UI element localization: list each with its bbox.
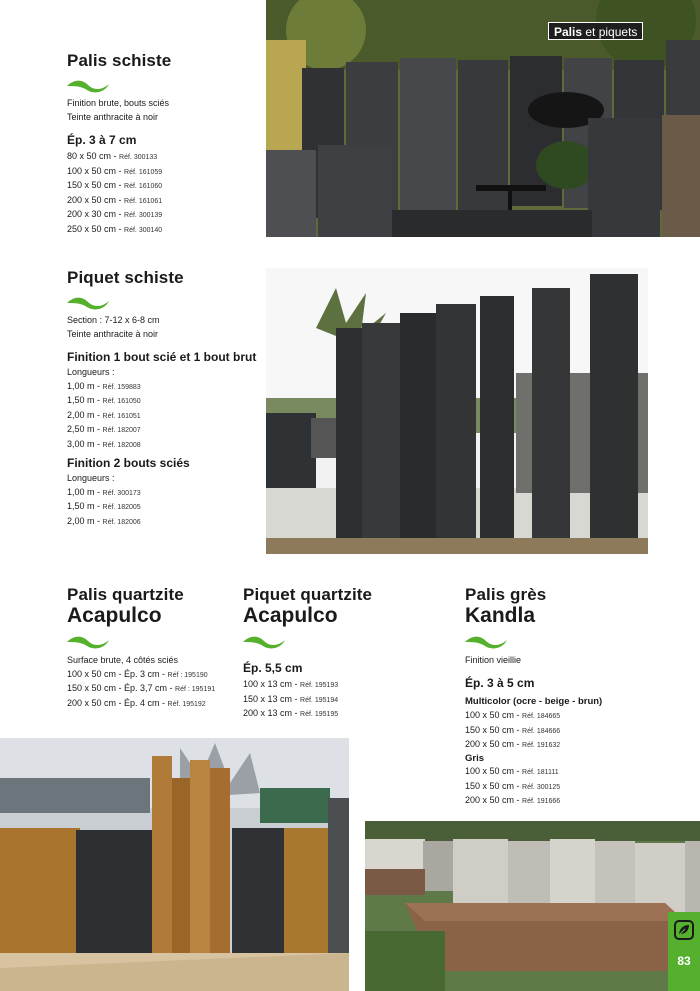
list-item: 200 x 50 cm - Réf. 161061 [67, 194, 163, 205]
list-item: 100 x 13 cm - Réf. 195193 [243, 679, 339, 689]
list-item: 100 x 50 cm - Ép. 3 cm - Réf : 195190 [67, 668, 208, 679]
list-item: 2,00 m - Réf. 161051 [67, 409, 141, 420]
list-item: 1,50 m - Réf. 161050 [67, 395, 141, 405]
leaf-icon [674, 920, 694, 940]
list-item: 100 x 50 cm - Réf. 184665 [465, 710, 561, 720]
desc-line: Surface brute, 4 côtés sciés [67, 655, 179, 665]
gres-photo [365, 821, 700, 991]
list-item: 150 x 50 cm - Ép. 3,7 cm - Réf : 195191 [67, 683, 216, 693]
page-number: 83 [677, 954, 691, 968]
finition-2-list [67, 472, 141, 529]
palis-quartzite-list [67, 654, 215, 711]
list-item: 100 x 50 cm - Réf. 181111 [465, 766, 559, 776]
piquet-quartzite-name: Acapulco [243, 604, 338, 627]
palis-gres-name: Kandla [465, 604, 536, 627]
palis-schiste-title: Palis schiste [67, 51, 172, 70]
green-swoosh-icon [66, 294, 110, 312]
list-item: 150 x 50 cm - Réf. 300125 [465, 780, 561, 791]
piquet-quartzite-title: Piquet quartzite [243, 585, 373, 604]
lengths-label: Longueurs : [67, 473, 115, 483]
piquet-schiste-title: Piquet schiste [67, 268, 184, 287]
quartzite-photo [0, 738, 349, 991]
palis-schiste-thickness: Ép. 3 à 7 cm [67, 133, 137, 147]
piquet-quartzite-list [243, 678, 338, 722]
gris-list [465, 765, 560, 809]
list-item: 3,00 m - Réf. 182008 [67, 438, 141, 449]
list-item: 150 x 50 cm - Réf. 161060 [67, 180, 163, 190]
list-item: 1,50 m - Réf. 182005 [67, 501, 141, 511]
finition-1-list [67, 366, 141, 452]
multicolor-label: Multicolor (ocre - beige - brun) [465, 696, 603, 707]
list-item: 2,50 m - Réf. 182007 [67, 424, 141, 434]
palis-quartzite-title: Palis quartzite [67, 585, 184, 604]
list-item: 2,00 m - Réf. 182006 [67, 515, 141, 526]
list-item: 1,00 m - Réf. 159883 [67, 380, 141, 391]
palis-gres-thickness: Ép. 3 à 5 cm [465, 676, 535, 690]
list-item: 200 x 50 cm - Ép. 4 cm - Réf. 195192 [67, 697, 206, 708]
green-swoosh-icon [66, 633, 110, 651]
piquet-schiste-photo [266, 268, 648, 554]
palis-gres-title: Palis grès [465, 585, 547, 604]
lengths-label: Longueurs : [67, 367, 115, 377]
desc-line: Section : 7-12 x 6-8 cm [67, 315, 160, 325]
list-item: 200 x 30 cm - Réf. 300139 [67, 209, 163, 219]
desc-line: Teinte anthracite à noir [67, 328, 159, 339]
list-item: 200 x 13 cm - Réf. 195195 [243, 708, 339, 718]
green-swoosh-icon [464, 633, 508, 651]
finition-2-subtitle: Finition 2 bouts sciés [67, 456, 190, 470]
desc-line: Teinte anthracite à noir [67, 111, 159, 122]
green-swoosh-icon [242, 633, 286, 651]
category-badge: Palis et piquets [548, 22, 643, 40]
green-swoosh-icon [66, 77, 110, 95]
list-item: 100 x 50 cm - Réf. 161059 [67, 165, 163, 176]
palis-gres-desc: Finition vieillie [465, 655, 522, 665]
multicolor-list [465, 709, 560, 753]
page-tab [668, 912, 700, 991]
list-item: 200 x 50 cm - Réf. 191666 [465, 795, 561, 805]
palis-schiste-list [67, 150, 162, 237]
list-item: 80 x 50 cm - Réf. 300133 [67, 151, 158, 161]
list-item: 150 x 50 cm - Réf. 184666 [465, 724, 561, 735]
desc-line: Finition brute, bouts sciés [67, 98, 170, 108]
palis-quartzite-name: Acapulco [67, 604, 162, 627]
piquet-quartzite-thickness: Ép. 5,5 cm [243, 661, 303, 675]
list-item: 1,00 m - Réf. 300173 [67, 486, 141, 497]
gris-label: Gris [465, 753, 485, 764]
piquet-schiste-desc [67, 314, 160, 341]
list-item: 200 x 50 cm - Réf. 191632 [465, 739, 561, 749]
finition-1-subtitle: Finition 1 bout scié et 1 bout brut [67, 350, 257, 364]
palis-schiste-desc [67, 97, 169, 124]
list-item: 250 x 50 cm - Réf. 300140 [67, 223, 163, 234]
list-item: 150 x 13 cm - Réf. 195194 [243, 693, 339, 704]
